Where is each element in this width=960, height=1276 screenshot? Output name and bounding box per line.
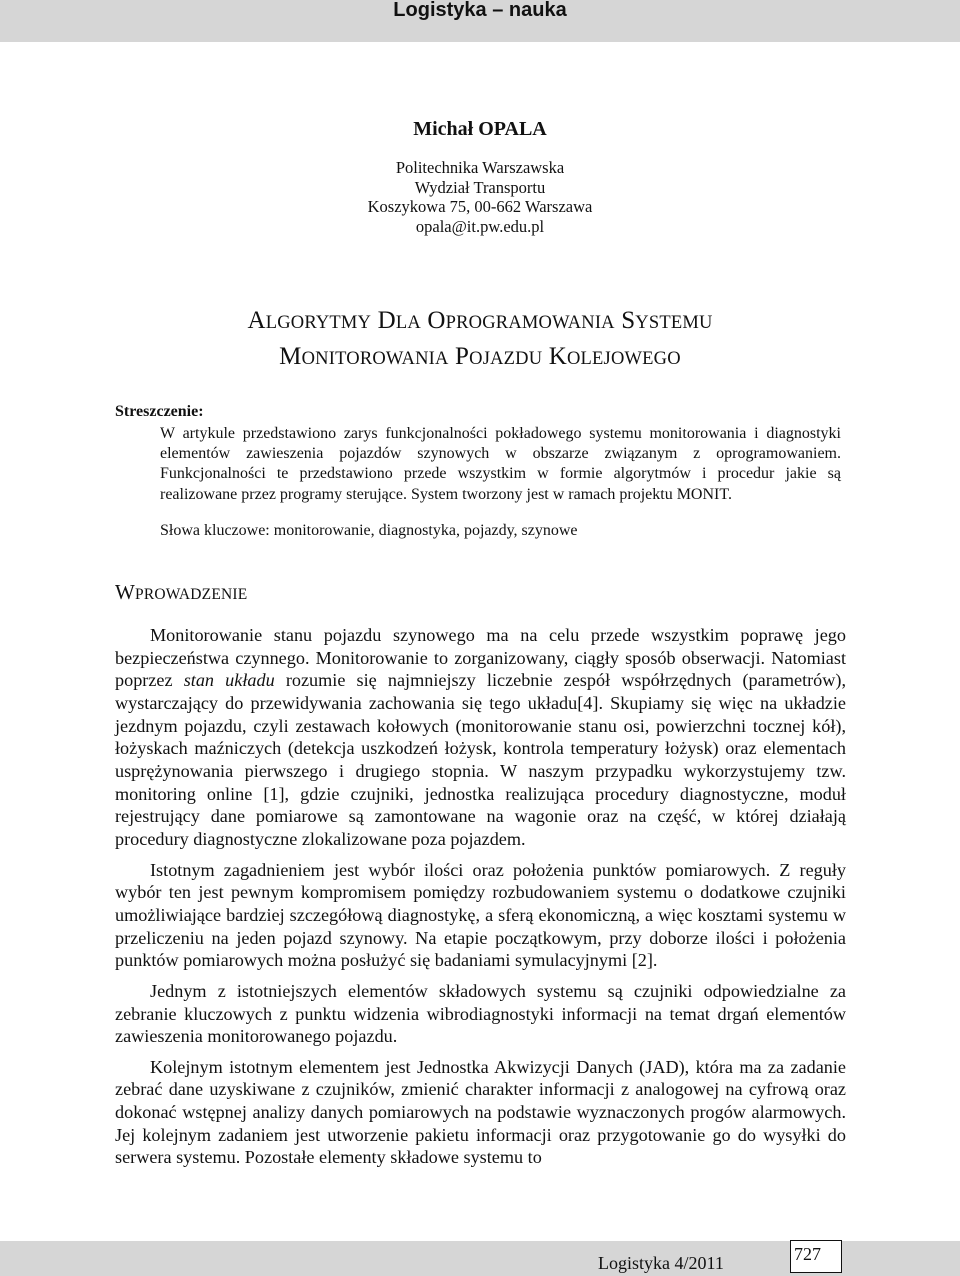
- header-label: Logistyka – nauka: [393, 0, 567, 21]
- header-bar: [0, 0, 960, 42]
- title-line-2: MONITOROWANIA POJAZDU KOLEJOWEGO: [279, 343, 681, 370]
- keywords: Słowa kluczowe: monitorowanie, diagnostyka, pojazdy, szynowe: [160, 522, 578, 539]
- title-line-1: ALGORYTMY DLA OPROGRAMOWANIA SYSTEMU: [247, 307, 713, 334]
- affiliation-line: Politechnika Warszawska: [395, 158, 565, 177]
- abstract-heading: Streszczenie:: [115, 403, 204, 420]
- affiliation-line: Koszykowa 75, 00-662 Warszawa: [367, 197, 593, 216]
- author-name: Michał OPALA: [413, 118, 547, 140]
- page-number: 727: [790, 1240, 842, 1273]
- paragraph: Monitorowanie stanu pojazdu szynowego ma na celu przede wszystkim poprawę jego bezpieczeństwa czynnego. Monitorowanie to zorganizowany, ciągły sposób obserwacji. Natomiast poprzez stan układu rozumie się najmniejszy liczebnie zespół współrzędnych (parametrów), wystarczający do przewidywania zachowania się tego układu[4]. Skupiamy się więc na układzie jezdnym pojazdu, czyli zestawach kołowych (monitorowanie stanu osi, powierzchni tocznej kół), łożyskach maźniczych (detekcja uszkodzeń łożysk, kontrola temperatury łożysk) oraz elementach usprężynowania pierwszego i drugiego stopnia. W naszym przypadku wykorzystujemy tzw. monitoring online [1], gdzie czujniki, jednostka realizująca procedury diagnostyczne, moduł rejestrujący dane pomiarowe są zamontowane na wagonie oraz na część, w której działają procedury diagnostyczne zlokalizowane poza pojazdem.: [115, 625, 847, 849]
- abstract-text: W artykule przedstawiono zarys funkcjonalności pokładowego systemu monitorowania i diagnostyki elementów zawieszenia pojazdów szynowych w obszarze związanym z oprogramowaniem. Funkcjonalności te przedstawiono przede wszystkim w formie algorytmów i procedur jakie są realizowane przez programy sterujące. System tworzony jest w ramach projektu MONIT.: [160, 425, 841, 503]
- paragraph: Jednym z istotniejszych elementów składowych systemu są czujniki odpowiedzialne za zebranie kluczowych z punktu widzenia wibrodiagnostyki informacji na temat drgań elementów zawieszenia monitorowanego pojazdu.: [115, 980, 846, 1047]
- paper-title: [0, 304, 960, 376]
- affiliation: [0, 158, 960, 236]
- emphasis: stan układu: [183, 670, 275, 691]
- paragraph: Istotnym zagadnieniem jest wybór ilości oraz położenia punktów pomiarowych. Z reguły wybór ten jest pewnym kompromisem pomiędzy rozbudowaniem systemu o dodatkowe czujniki umożliwiające bardziej szczegółową diagnostykę, a sferą ekonomiczną, a więc kosztami systemu w przeliczeniu na jeden pojazd szynowy. Na etapie początkowym, przy doborze ilości i położenia punktów pomiarowych można posłużyć się badaniami symulacyjnymi [2].: [115, 859, 846, 971]
- section-heading: WPROWADZENIE: [115, 580, 248, 604]
- body-text: [115, 624, 846, 1177]
- affiliation-line: Wydział Transportu: [414, 177, 546, 197]
- journal-label: Logistyka 4/2011: [598, 1253, 724, 1273]
- paragraph: Kolejnym istotnym elementem jest Jednostka Akwizycji Danych (JAD), która ma za zadanie zebrać dane uzyskiwane z czujników, zmienić charakter informacji z analogowej na cyfrową oraz dokonać wstępnej analizy danych pomiarowych na podstawie wyznaczonych progów alarmowych. Jej kolejnym zadaniem jest utworzenie pakietu informacji oraz przygotowanie go do wysyłki do serwera systemu. Pozostałe elementy składowe systemu to: [115, 1056, 846, 1168]
- affiliation-email: opala@it.pw.edu.pl: [415, 216, 545, 236]
